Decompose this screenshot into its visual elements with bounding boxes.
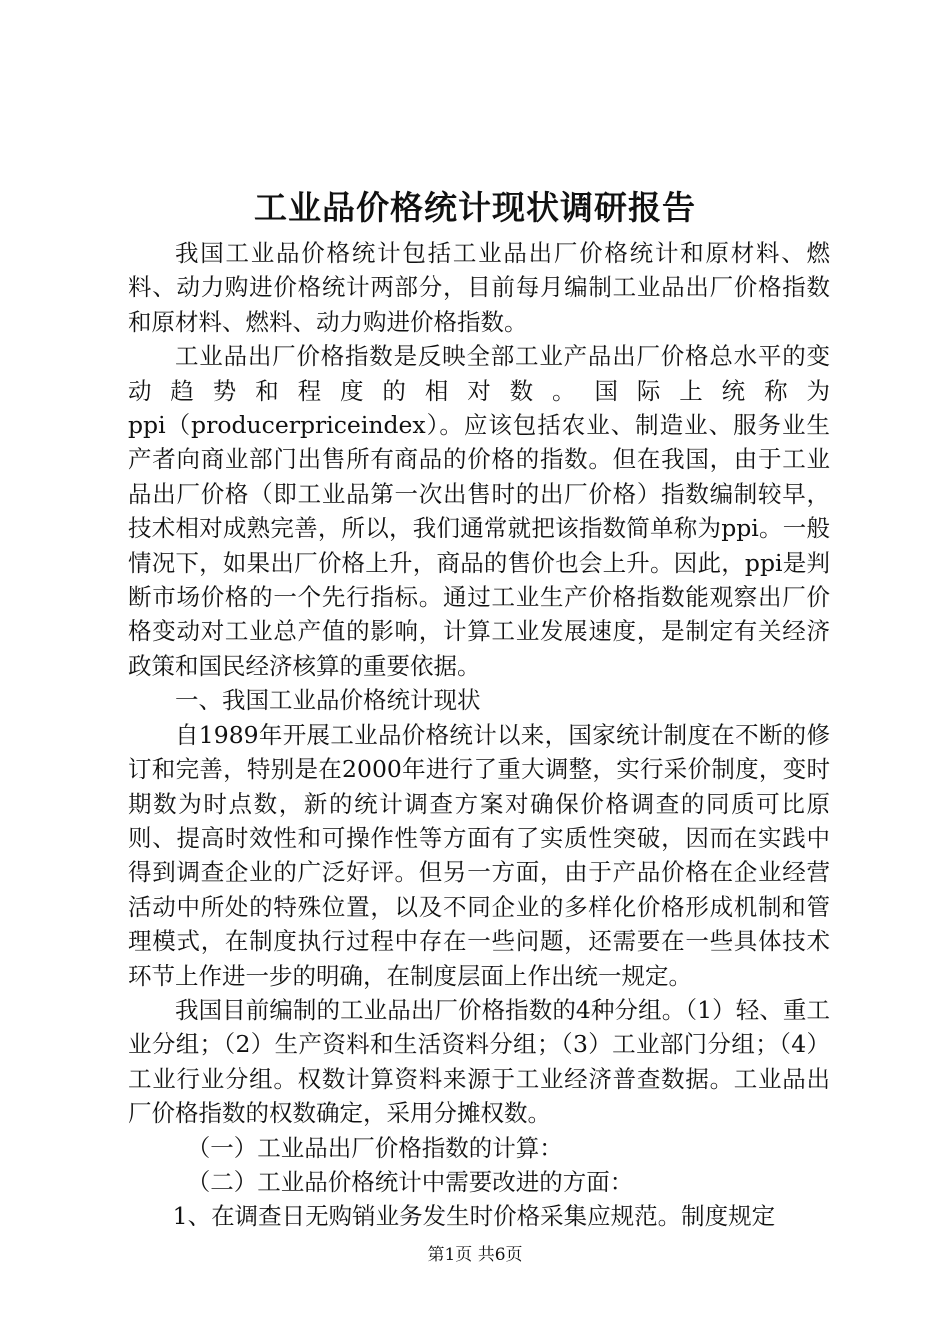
paragraph-ppi-explanation: ppi（producerpriceindex）。应该包括农业、制造业、服务业生产者向商业部门出售所有商品的价格的指数。但在我国，由于工业品出厂价格（即工业品第一次出售时的出厂价格）指数编制较早，技术相对成熟完善，所以，我们通常就把该指数简单称为ppi。一般情况下，如果出厂价格上升，商品的售价也会上升。因此，ppi是判断市场价格的一个先行指标。通过工业生产价格指数能观察出厂价格变动对工业总产值的影响，计算工业发展速度，是制定有关经济政策和国民经济核算的重要依据。 [128, 411, 830, 680]
list-item-1: 1、在调查日无购销业务发生时价格采集应规范。制度规定 [172, 1202, 776, 1231]
paragraph-intro: 我国工业品价格统计包括工业品出厂价格统计和原材料、燃料、动力购进价格统计两部分，目前每月编制工业品出厂价格指数和原材料、燃料、动力购进价格指数。 [128, 239, 830, 336]
subheading-calculation: （一）工业品出厂价格指数的计算： [186, 1133, 563, 1162]
page-number-footer: 第1页 共6页 [427, 1245, 523, 1265]
document-title: 工业品价格统计现状调研报告 [254, 188, 696, 227]
document-body [128, 236, 830, 1234]
paragraph-grouping: 我国目前编制的工业品出厂价格指数的4种分组。（1）轻、重工业分组；（2）生产资料和生活资料分组；（3）工业部门分组；（4）工业行业分组。权数计算资料来源于工业经济普查数据。工业品出厂价格指数的权数确定，采用分摊权数。 [128, 995, 830, 1128]
paragraph-history: 自1989年开展工业品价格统计以来，国家统计制度在不断的修订和完善，特别是在2000年进行了重大调整，实行采价制度，变时期数为时点数，新的统计调查方案对确保价格调查的同质可比原则、提高时效性和可操作性等方面有了实质性突破，因而在实践中得到调查企业的广泛好评。但另一方面，由于产品价格在企业经营活动中所处的特殊位置，以及不同企业的多样化价格形成机制和管理模式，在制度执行过程中存在一些问题，还需要在一些具体技术环节上作进一步的明确，在制度层面上作出统一规定。 [128, 720, 830, 990]
subheading-improvements: （二）工业品价格统计中需要改进的方面： [186, 1167, 634, 1196]
section-heading-1: 一、我国工业品价格统计现状 [175, 686, 481, 715]
paragraph-ppi-definition: 工业品出厂价格指数是反映全部工业产品出厂价格总水平的变动趋势和程度的相对数。国际上统称为 [128, 342, 830, 405]
